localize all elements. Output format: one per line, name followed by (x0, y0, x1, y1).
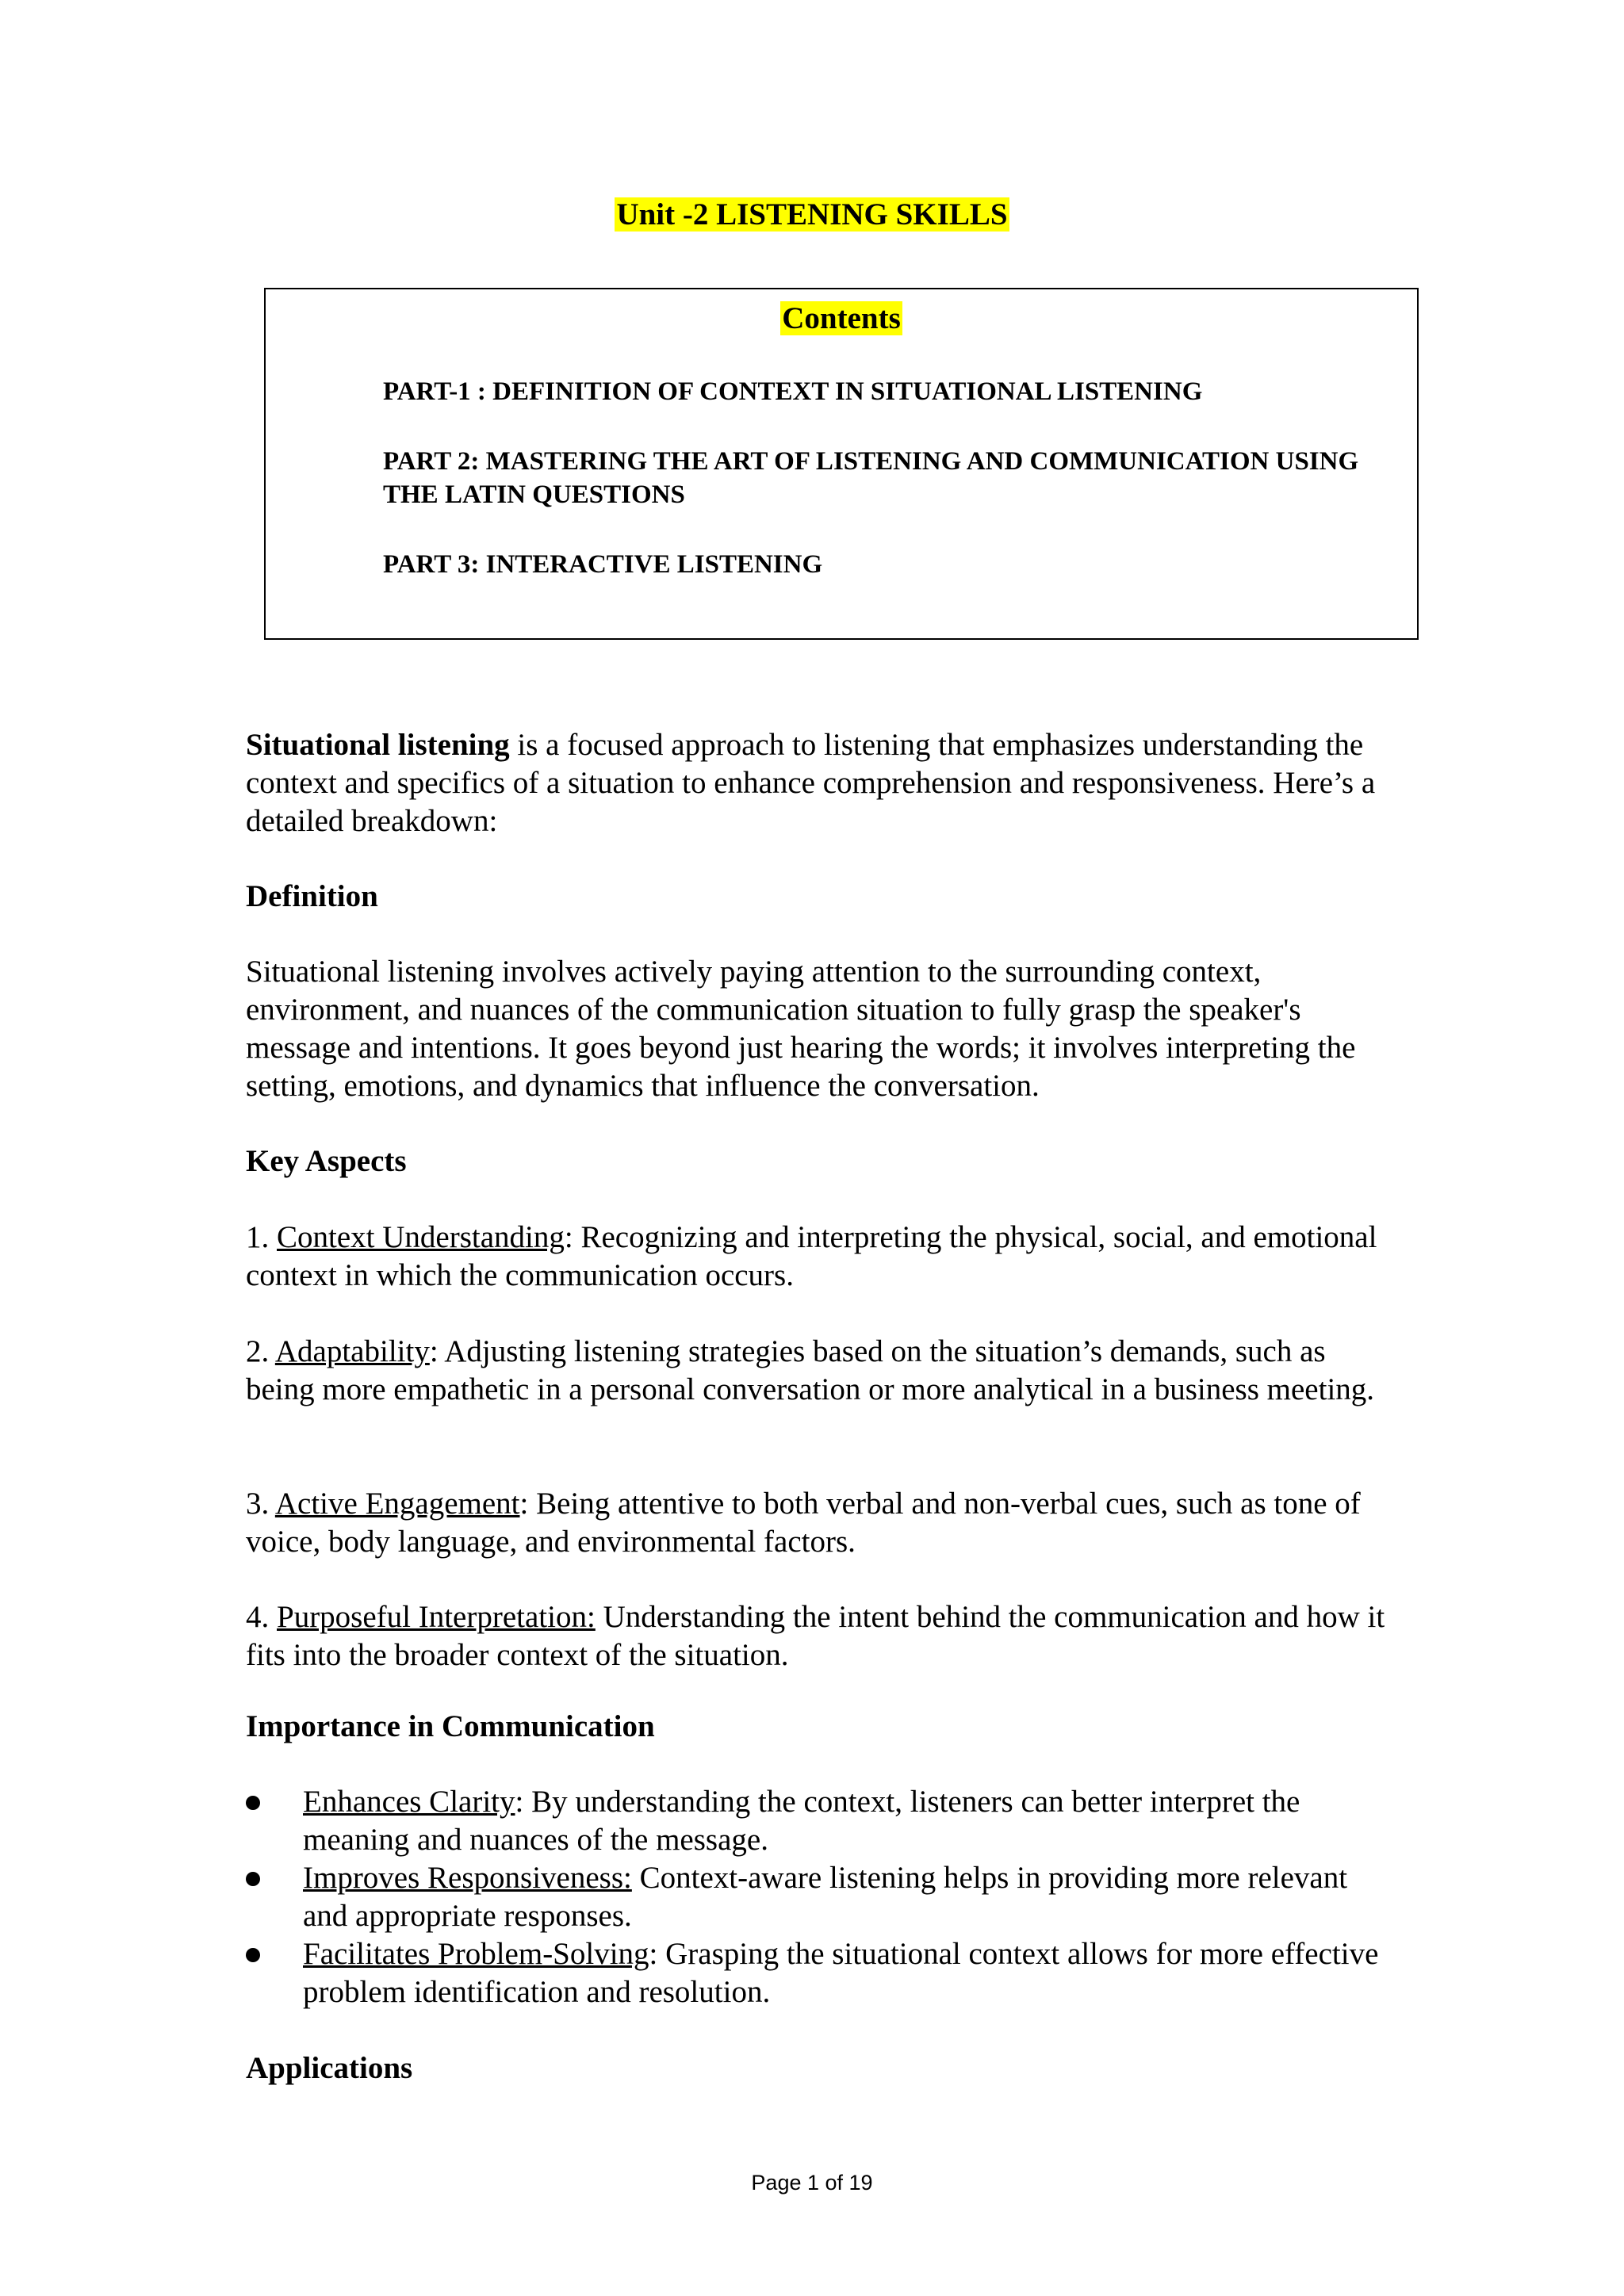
intro-paragraph (246, 726, 1388, 840)
contents-box (264, 288, 1419, 640)
key-aspect-text: Understanding the intent behind the communication and how it fits into the broader context of the situation. (246, 1600, 1385, 1672)
importance-text: Context-aware listening helps in providing more relevant and appropriate responses. (303, 1861, 1348, 1933)
key-aspect-text: : Adjusting listening strategies based on the situation’s demands, such as being more empathetic in a personal conversation or more analytical in a business meeting. (246, 1334, 1375, 1406)
key-aspect-number: 4. (246, 1600, 277, 1634)
page-title-text: Unit -2 LISTENING SKILLS (616, 197, 1008, 232)
intro-term: Situational listening (246, 728, 510, 762)
key-aspect-term: Adaptability (274, 1334, 430, 1368)
definition-heading: Definition (246, 879, 378, 913)
importance-heading: Importance in Communication (246, 1709, 655, 1743)
key-aspect-number: 3. (246, 1487, 275, 1521)
page-title (0, 195, 1624, 235)
applications-heading: Applications (246, 2051, 413, 2085)
contents-heading (266, 299, 1417, 339)
bullet-icon (246, 1796, 260, 1810)
importance-item (246, 1859, 1388, 1935)
key-aspect-number: 2. (246, 1334, 275, 1368)
key-aspect-number: 1. (246, 1220, 277, 1254)
importance-item (246, 1935, 1388, 2011)
contents-heading-text: Contents (782, 301, 901, 335)
key-aspect-term: Active Engagement (274, 1487, 520, 1521)
key-aspect-term: Purposeful Interpretation: (277, 1600, 596, 1634)
importance-list (246, 1783, 1388, 2011)
contents-item-part-1: PART-1 : DEFINITION OF CONTEXT IN SITUATIONAL LISTENING (383, 377, 1203, 406)
importance-item (246, 1783, 1388, 1859)
key-aspect-item (246, 1333, 1388, 1409)
key-aspect-item (246, 1485, 1388, 1561)
page-number: Page 1 of 19 (751, 2171, 873, 2195)
key-aspect-text: : Recognizing and interpreting the physical, social, and emotional context in which the communication occurs. (246, 1220, 1377, 1292)
definition-paragraph: Situational listening involves actively paying attention to the surrounding context, environment, and nuances of the communication situation to fully grasp the speaker's message and intentions. It goes beyond just hearing the words; it involves interpreting the setting, emotions, and dynamics that influence the conversation. (246, 955, 1356, 1103)
intro-text: is a focused approach to listening that emphasizes understanding the context and specifics of a situation to enhance comprehension and responsiveness. Here’s a detailed breakdown: (246, 728, 1376, 838)
bullet-icon (246, 1872, 260, 1886)
bullet-icon (246, 1948, 260, 1962)
importance-term: Enhances Clarity (303, 1785, 515, 1819)
importance-text: : By understanding the context, listeners can better interpret the meaning and nuances of the message. (303, 1785, 1300, 1857)
importance-text: : Grasping the situational context allows for more effective problem identification and resolution. (303, 1937, 1379, 2009)
key-aspect-term: Context Understanding (277, 1220, 565, 1254)
importance-term: Improves Responsiveness: (303, 1861, 632, 1895)
contents-item-part-3: PART 3: INTERACTIVE LISTENING (383, 550, 823, 579)
key-aspect-item (246, 1598, 1388, 1674)
contents-item-part-2: PART 2: MASTERING THE ART OF LISTENING AND COMMUNICATION USING THE LATIN QUESTIONS (383, 447, 1359, 509)
key-aspect-item (246, 1219, 1388, 1295)
key-aspects-heading: Key Aspects (246, 1144, 407, 1178)
importance-term: Facilitates Problem-Solving (303, 1937, 649, 1971)
key-aspect-text: : Being attentive to both verbal and non-verbal cues, such as tone of voice, body language, and environmental factors. (246, 1487, 1361, 1559)
